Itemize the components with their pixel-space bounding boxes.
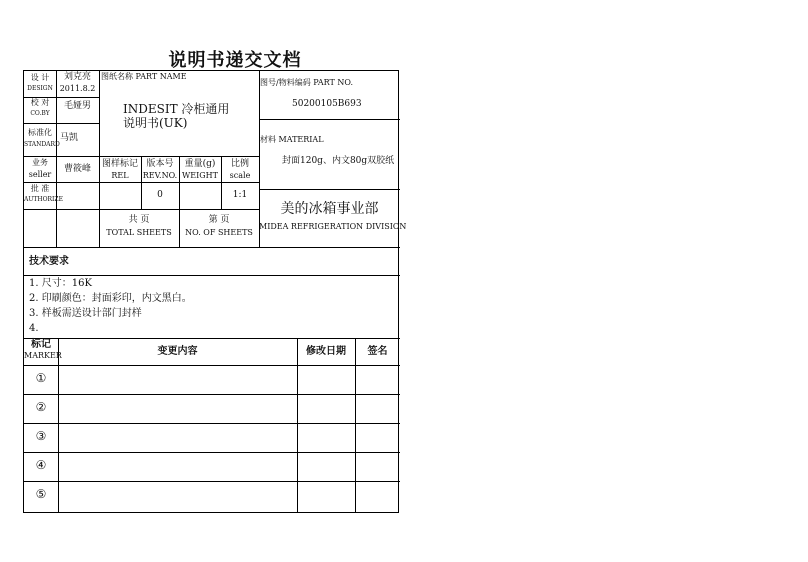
seller-label: 业务 bbox=[32, 158, 48, 167]
designer-name: 刘克亮 bbox=[63, 72, 91, 82]
total-sheets-label: 共 页 bbox=[128, 215, 150, 225]
part-no-value: 50200105B693 bbox=[292, 99, 362, 109]
material-value: 封面120g、内文80g双胶纸 bbox=[282, 156, 395, 166]
requirement-item: 4. bbox=[29, 323, 39, 334]
standard-label: 标准化 bbox=[28, 128, 52, 137]
change-row-marker: ① bbox=[35, 371, 47, 385]
rev-label: 版本号 bbox=[146, 159, 174, 169]
part-name-label: 图纸名称 PART NAME bbox=[101, 72, 187, 81]
rel-label: 图样标记 bbox=[101, 159, 138, 169]
scale-label: 比例 bbox=[230, 159, 249, 169]
total-sheets-label-en: TOTAL SHEETS bbox=[106, 228, 172, 237]
checker-name: 毛娅男 bbox=[63, 101, 91, 111]
signature-header: 签名 bbox=[367, 346, 388, 357]
seller-label-en: seller bbox=[28, 170, 52, 179]
part-no-label: 图号/物料编码 PART NO. bbox=[260, 78, 354, 87]
weight-label: 重量(g) bbox=[184, 159, 216, 169]
company-name: 美的冰箱事业部 bbox=[280, 201, 379, 217]
company-name-en: MIDEA REFRIGERATION DIVISION bbox=[259, 222, 407, 231]
rev-value: 0 bbox=[157, 190, 163, 200]
seller-name: 曹筱峰 bbox=[63, 164, 91, 174]
approve-label-en: AUTHORIZE bbox=[24, 196, 63, 203]
requirement-item: 1. 尺寸：16K bbox=[29, 278, 92, 289]
sheet-no-label-en: NO. OF SHEETS bbox=[185, 228, 253, 237]
change-content-header: 变更内容 bbox=[157, 346, 198, 357]
scale-label-en: scale bbox=[229, 171, 251, 180]
document-title: 说明书递交文档 bbox=[168, 50, 302, 71]
approve-label: 批 准 bbox=[30, 184, 50, 193]
standardizer-name: 马凯 bbox=[60, 133, 79, 143]
marker-label-en: MARKER bbox=[24, 351, 62, 360]
material-label: 材料 MATERIAL bbox=[260, 135, 324, 144]
standard-label-en: STANDARD bbox=[24, 141, 60, 148]
submission-form bbox=[23, 70, 407, 513]
change-row-marker: ④ bbox=[35, 458, 47, 472]
change-row-marker: ③ bbox=[35, 429, 47, 443]
rel-label-en: REL bbox=[111, 171, 129, 180]
change-row-marker: ② bbox=[35, 400, 47, 414]
design-date: 2011.8.2 bbox=[59, 84, 96, 93]
weight-label-en: WEIGHT bbox=[182, 171, 218, 180]
change-date-header: 修改日期 bbox=[306, 346, 346, 357]
design-label: 设 计 bbox=[30, 73, 50, 82]
scale-value: 1:1 bbox=[232, 190, 248, 200]
sheet-no-label: 第 页 bbox=[208, 215, 230, 225]
requirements-heading: 技术要求 bbox=[29, 256, 69, 267]
requirement-item: 2. 印刷颜色：封面彩印，内文黑白。 bbox=[29, 293, 192, 304]
part-name-line1: INDESIT 冷柜通用 bbox=[123, 102, 230, 116]
design-label-en: DESIGN bbox=[27, 85, 53, 92]
check-label-en: CO.BY bbox=[30, 110, 50, 117]
part-name-line2: 说明书(UK) bbox=[123, 116, 188, 130]
requirement-item: 3. 样板需送设计部门封样 bbox=[29, 308, 142, 319]
check-label: 校 对 bbox=[30, 98, 50, 107]
change-row-marker: ⑤ bbox=[35, 487, 47, 501]
rev-label-en: REV.NO. bbox=[142, 171, 178, 180]
marker-label: 标记 bbox=[31, 339, 51, 350]
